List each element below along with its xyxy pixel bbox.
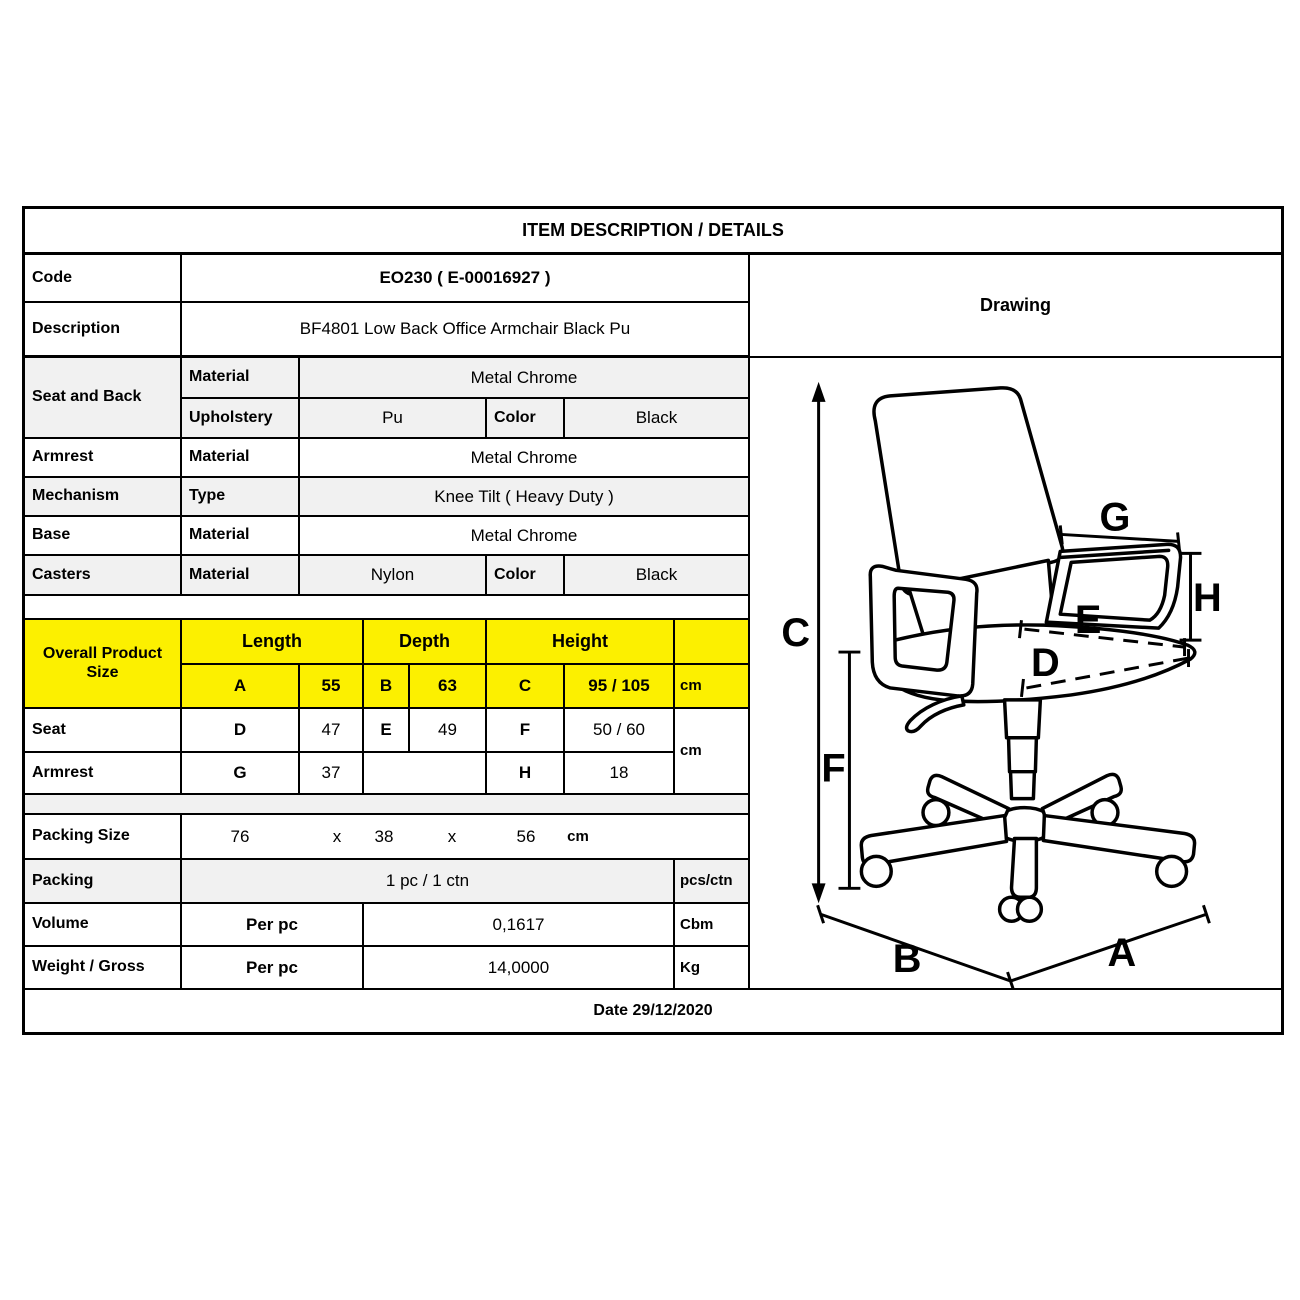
description-label: Description <box>25 303 182 358</box>
casters-color-key: Color <box>487 556 565 596</box>
chair-drawing <box>750 358 1281 988</box>
caster-front-b <box>1017 897 1041 921</box>
packing-size-sep1: x <box>332 826 342 846</box>
size-f-key: F <box>487 709 565 753</box>
dimension-label-a: A <box>1107 931 1137 976</box>
packing-size-value <box>182 815 750 860</box>
packing-size-unit: cm <box>567 827 589 845</box>
packing-size-label: Packing Size <box>25 815 182 860</box>
dim-arrow-c-bottom <box>812 883 826 903</box>
upholstery-key: Upholstery <box>182 399 300 439</box>
volume-label: Volume <box>25 904 182 947</box>
size-unit: cm <box>675 665 750 709</box>
dimension-label-c: C <box>781 611 811 656</box>
caster-left <box>861 856 891 886</box>
size-unit-2: cm <box>675 709 750 795</box>
seat-back-material-value: Metal Chrome <box>300 358 750 399</box>
weight-unit: Kg <box>675 947 750 990</box>
armrest-material-key: Material <box>182 439 300 478</box>
drawing-header: Drawing <box>750 255 1281 358</box>
casters-color-value: Black <box>565 556 750 596</box>
size-d-key: D <box>182 709 300 753</box>
packing-unit: pcs/ctn <box>675 860 750 904</box>
description-value: BF4801 Low Back Office Armchair Black Pu <box>182 303 750 358</box>
code-label: Code <box>25 255 182 303</box>
packing-size-v3: 56 <box>516 826 536 846</box>
armrest-material-value: Metal Chrome <box>300 439 750 478</box>
size-b-value: 63 <box>410 665 487 709</box>
armrest-label: Armrest <box>25 439 182 478</box>
spec-table <box>22 206 1284 1035</box>
dimension-label-d: D <box>1030 640 1060 686</box>
weight-per: Per pc <box>182 947 364 990</box>
sheet-title: ITEM DESCRIPTION / DETAILS <box>25 209 1281 255</box>
size-c-key: C <box>487 665 565 709</box>
size-col-unit-spacer <box>675 620 750 665</box>
volume-unit: Cbm <box>675 904 750 947</box>
spacer-row-gray <box>25 795 750 815</box>
seat-back-color-value: Black <box>565 399 750 439</box>
packing-size-sep2: x <box>447 826 457 846</box>
size-g-value: 37 <box>300 753 364 795</box>
size-col-depth: Depth <box>364 620 487 665</box>
armrest-dims-label: Armrest <box>25 753 182 795</box>
spacer-row <box>25 596 750 620</box>
seat-back-material-key: Material <box>182 358 300 399</box>
packing-size-v1: 76 <box>230 826 250 846</box>
size-col-height: Height <box>487 620 675 665</box>
dimension-label-b: B <box>892 937 922 982</box>
caster-right <box>1157 856 1187 886</box>
date-row: Date 29/12/2020 <box>25 990 1281 1032</box>
dim-arrow-c-top <box>812 382 826 402</box>
size-a-value: 55 <box>300 665 364 709</box>
volume-per: Per pc <box>182 904 364 947</box>
size-d-value: 47 <box>300 709 364 753</box>
upholstery-value: Pu <box>300 399 487 439</box>
chair-armrest-right <box>1046 544 1180 628</box>
dimension-label-h: H <box>1193 576 1222 621</box>
chair-tilt-lever <box>907 696 964 732</box>
chair-gas-lift <box>1005 700 1041 799</box>
dimension-label-g: G <box>1099 495 1131 540</box>
code-value: EO230 ( E-00016927 ) <box>182 255 750 303</box>
casters-label: Casters <box>25 556 182 596</box>
size-e-key: E <box>364 709 410 753</box>
packing-label: Packing <box>25 860 182 904</box>
base-label: Base <box>25 517 182 556</box>
size-h-value: 18 <box>565 753 675 795</box>
size-col-length: Length <box>182 620 364 665</box>
weight-value: 14,0000 <box>364 947 675 990</box>
base-material-value: Metal Chrome <box>300 517 750 556</box>
size-f-value: 50 / 60 <box>565 709 675 753</box>
weight-label: Weight / Gross <box>25 947 182 990</box>
size-e-value: 49 <box>410 709 487 753</box>
dimension-label-f: F <box>821 746 846 791</box>
size-empty-cell <box>364 753 487 795</box>
base-material-key: Material <box>182 517 300 556</box>
seat-back-label: Seat and Back <box>25 358 182 439</box>
overall-size-label: Overall Product Size <box>25 620 182 709</box>
seat-back-color-key: Color <box>487 399 565 439</box>
size-h-key: H <box>487 753 565 795</box>
dimension-label-e: E <box>1074 598 1102 643</box>
packing-size-v2: 38 <box>374 826 394 846</box>
seat-dims-label: Seat <box>25 709 182 753</box>
drawing-cell <box>750 358 1281 990</box>
mechanism-value: Knee Tilt ( Heavy Duty ) <box>300 478 750 517</box>
packing-value: 1 pc / 1 ctn <box>182 860 675 904</box>
size-b-key: B <box>364 665 410 709</box>
size-a-key: A <box>182 665 300 709</box>
mechanism-label: Mechanism <box>25 478 182 517</box>
casters-material-value: Nylon <box>300 556 487 596</box>
size-c-value: 95 / 105 <box>565 665 675 709</box>
volume-value: 0,1617 <box>364 904 675 947</box>
size-g-key: G <box>182 753 300 795</box>
casters-material-key: Material <box>182 556 300 596</box>
mechanism-key: Type <box>182 478 300 517</box>
caster-back-left <box>923 800 949 826</box>
